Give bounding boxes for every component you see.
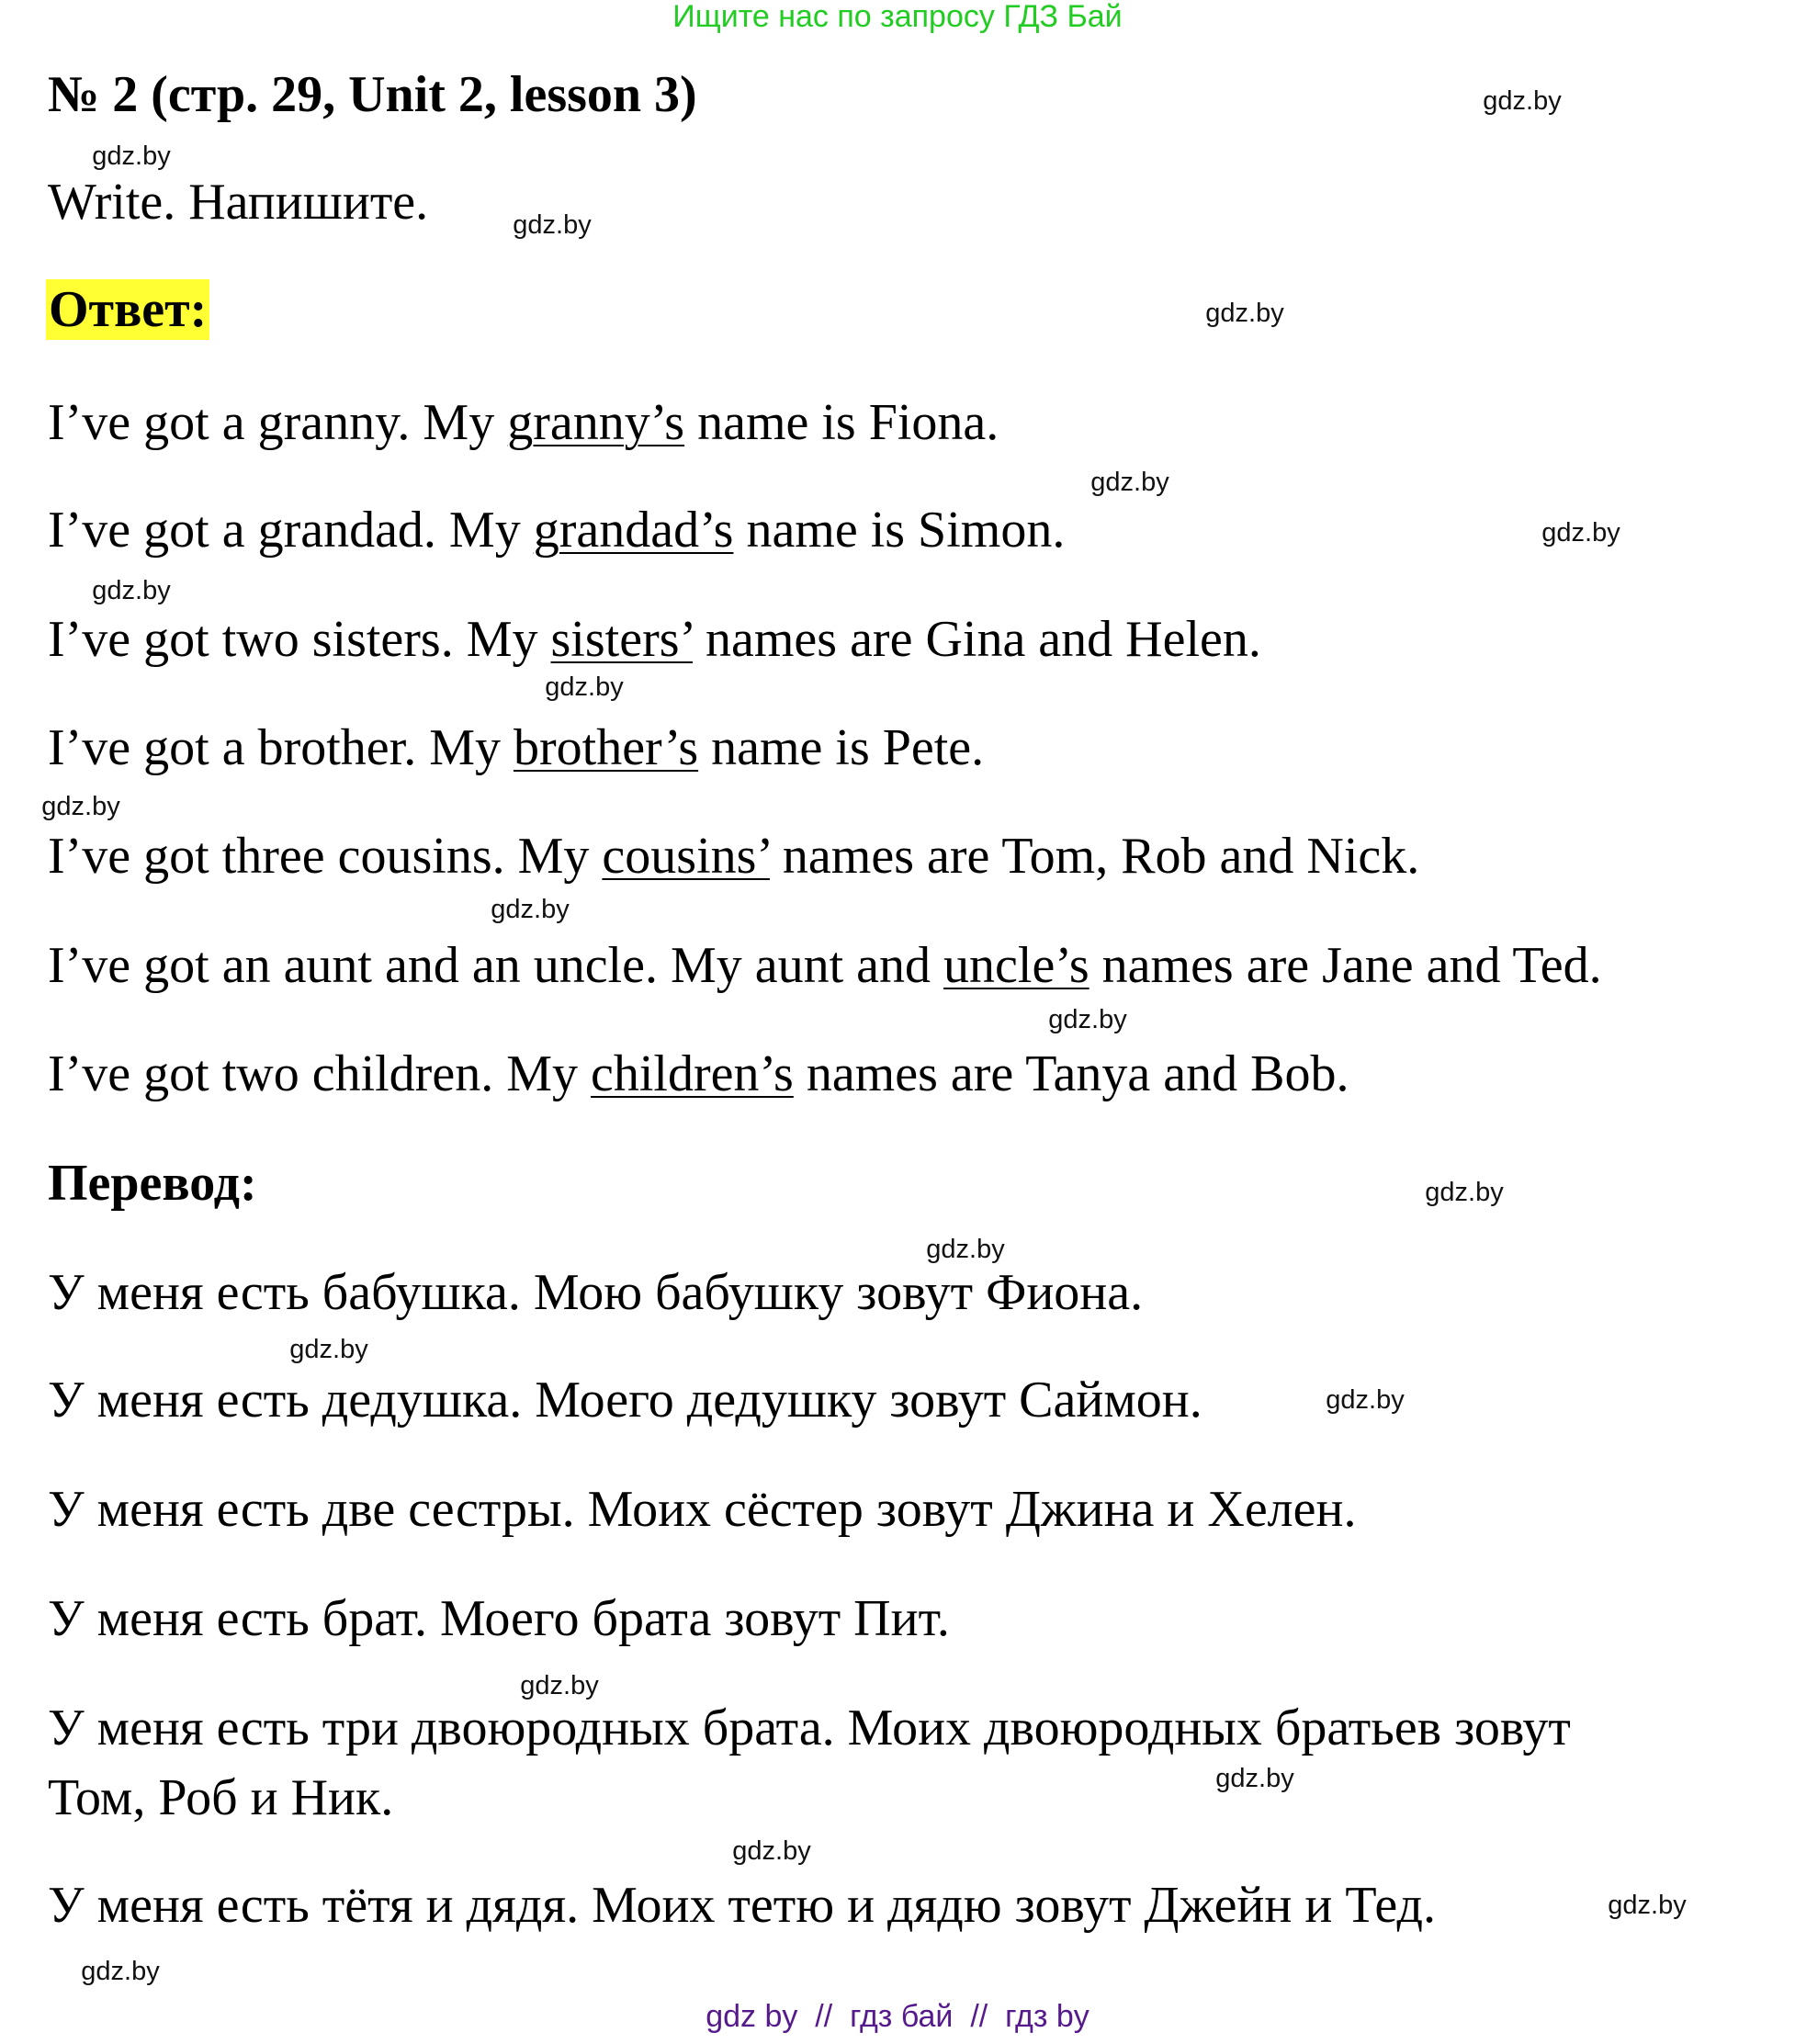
- answer-line: I’ve got a brother. My brother’s name is Pete.: [48, 719, 985, 776]
- translation-line: Том, Роб и Ник.: [48, 1769, 394, 1826]
- watermark: gdz.by: [1090, 468, 1169, 497]
- watermark: gdz.by: [520, 1671, 599, 1700]
- watermark: gdz.by: [81, 1957, 160, 1986]
- footer-links[interactable]: gdz by // гдз бай // гдз by: [706, 1999, 1089, 2034]
- task-instruction: Write. Напишите.: [48, 174, 429, 231]
- watermark: gdz.by: [41, 792, 120, 821]
- translation-line: У меня есть тётя и дядя. Моих тетю и дядю зовут Джейн и Тед.: [48, 1877, 1437, 1934]
- watermark: gdz.by: [1326, 1385, 1405, 1415]
- watermark: gdz.by: [491, 895, 570, 924]
- translation-line: У меня есть две сестры. Моих сёстер зовут Джина и Хелен.: [48, 1481, 1357, 1538]
- answer-line: I’ve got a granny. My granny’s name is Fiona.: [48, 394, 999, 451]
- answer-label: Ответ:: [46, 279, 209, 340]
- watermark: gdz.by: [1483, 86, 1562, 116]
- watermark: gdz.by: [1541, 518, 1620, 548]
- watermark: gdz.by: [1215, 1764, 1294, 1793]
- translation-line: У меня есть бабушка. Мою бабушку зовут Фиона.: [48, 1264, 1144, 1321]
- watermark: gdz.by: [926, 1235, 1005, 1264]
- translation-line: У меня есть дедушка. Моего дедушку зовут Саймон.: [48, 1372, 1202, 1429]
- answer-line: I’ve got three cousins. My cousins’ names are Tom, Rob and Nick.: [48, 828, 1420, 885]
- translation-line: У меня есть брат. Моего брата зовут Пит.: [48, 1590, 950, 1647]
- translation-line: У меня есть три двоюродных брата. Моих двоюродных братьев зовут: [48, 1700, 1571, 1756]
- answer-line: I’ve got an aunt and an uncle. My aunt and uncle’s names are Jane and Ted.: [48, 937, 1602, 994]
- watermark: gdz.by: [92, 576, 171, 605]
- watermark: gdz.by: [289, 1335, 368, 1364]
- watermark: gdz.by: [1205, 299, 1284, 328]
- answer-line: I’ve got two children. My children’s names are Tanya and Bob.: [48, 1045, 1349, 1102]
- watermark: gdz.by: [92, 141, 171, 171]
- answer-line: I’ve got two sisters. My sisters’ names are Gina and Helen.: [48, 611, 1261, 668]
- watermark: gdz.by: [1608, 1891, 1687, 1920]
- search-banner: Ищите нас по запросу ГДЗ Бай: [672, 0, 1123, 34]
- watermark: gdz.by: [1425, 1178, 1504, 1207]
- watermark: gdz.by: [513, 210, 592, 240]
- exercise-title: № 2 (стр. 29, Unit 2, lesson 3): [48, 66, 697, 123]
- watermark: gdz.by: [1048, 1005, 1127, 1034]
- watermark: gdz.by: [732, 1836, 811, 1866]
- watermark: gdz.by: [545, 672, 624, 702]
- translation-label: Перевод:: [48, 1155, 257, 1212]
- answer-line: I’ve got a grandad. My grandad’s name is Simon.: [48, 502, 1066, 559]
